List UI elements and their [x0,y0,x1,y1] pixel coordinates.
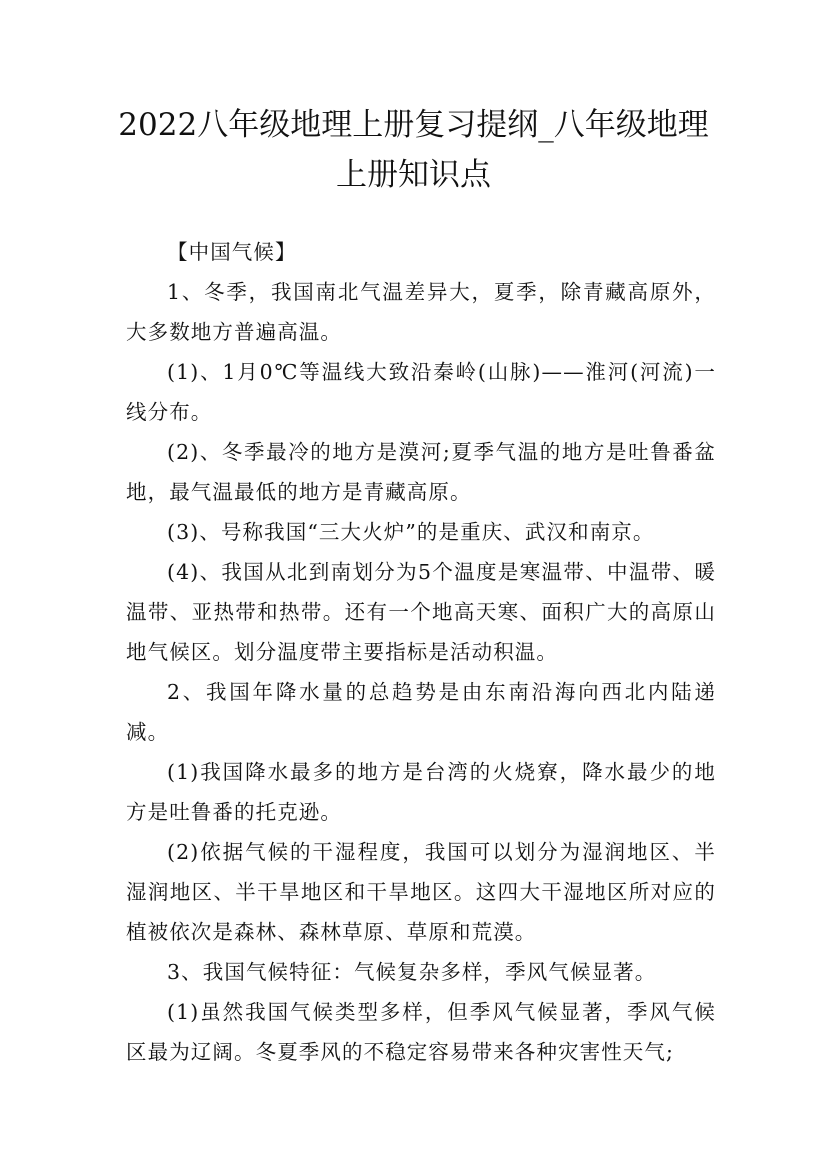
paragraph: (1)、1月0℃等温线大致沿秦岭(山脉)——淮河(河流)一线分布。 [126,360,716,424]
paragraph: 2、我国年降水量的总趋势是由东南沿海向西北内陆递减。 [126,680,716,744]
section-heading: 【中国气候】 [167,240,297,264]
paragraph: (3)、号称我国“三大火炉”的是重庆、武汉和南京。 [167,520,655,544]
paragraph: (1)我国降水最多的地方是台湾的火烧寮，降水最少的地方是吐鲁番的托克逊。 [126,760,716,824]
paragraph: (4)、我国从北到南划分为5个温度是寒温带、中温带、暖温带、亚热带和热带。还有一个地高天寒、面积广大的高原山地气候区。划分温度带主要指标是活动积温。 [126,560,716,664]
document-body [126,232,716,1072]
paragraph: (2)依据气候的干湿程度，我国可以划分为湿润地区、半湿润地区、半干旱地区和干旱地区。这四大干湿地区所对应的植被依次是森林、森林草原、草原和荒漠。 [126,840,716,944]
title-line-1: 2022八年级地理上册复习提纲_八年级地理 [118,107,709,143]
paragraph: (1)虽然我国气候类型多样，但季风气候显著，季风气候区最为辽阔。冬夏季风的不稳定容易带来各种灾害性天气; [126,1000,716,1064]
title-line-2: 上册知识点 [336,157,491,193]
paragraph: (2)、冬季最冷的地方是漠河;夏季气温的地方是吐鲁番盆地，最气温最低的地方是青藏高原。 [126,440,716,504]
paragraph: 1、冬季，我国南北气温差异大，夏季，除青藏高原外，大多数地方普遍高温。 [126,280,716,344]
document-title [100,100,727,200]
paragraph: 3、我国气候特征：气候复杂多样，季风气候显著。 [167,960,657,984]
